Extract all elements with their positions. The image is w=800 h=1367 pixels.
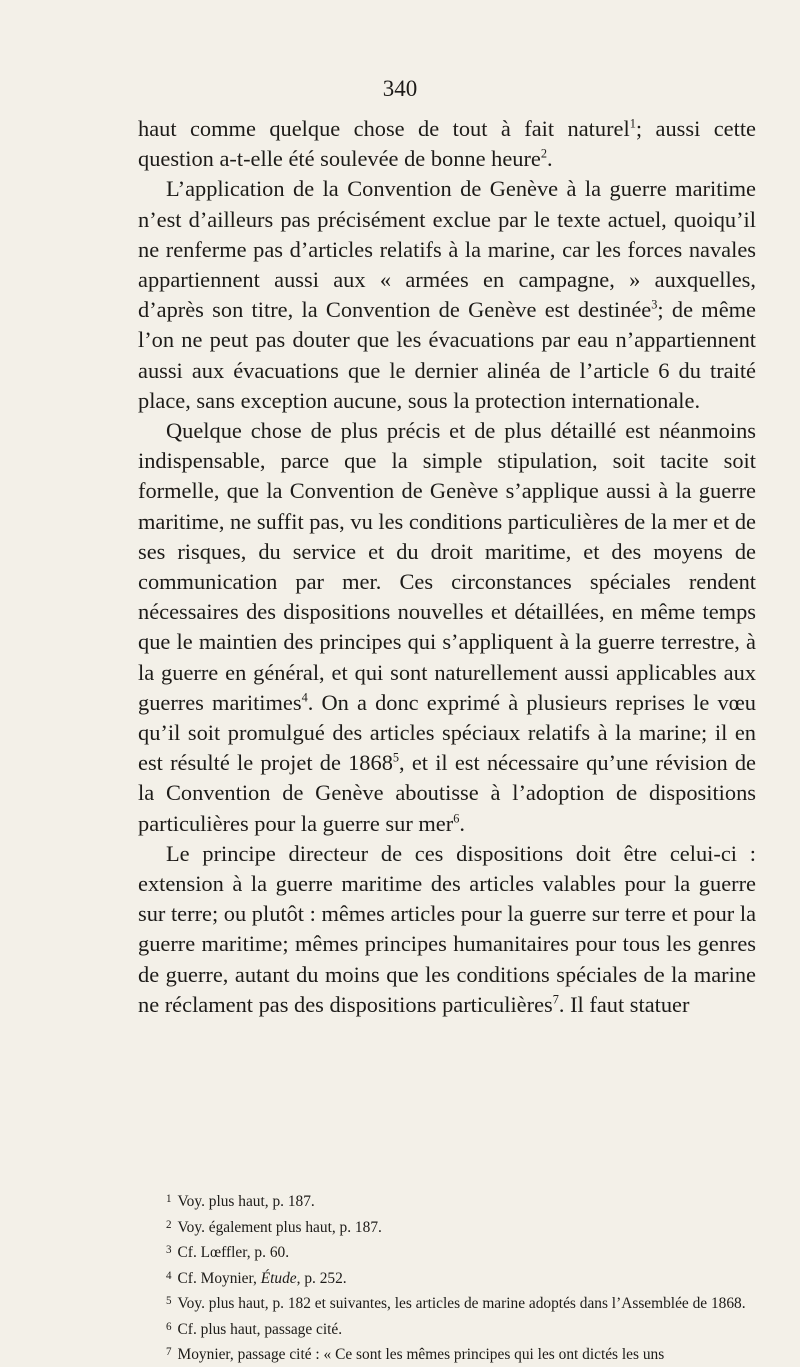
paragraph-1: haut comme quelque chose de tout à fait naturel$^1$; aussi cette question a-t-elle été soulevée de bonne heure$^2$. [138, 116, 756, 172]
footnote: $^4$ Cf. Moynier, Étude, p. 252. [166, 1269, 347, 1287]
paragraph-2: L’application de la Convention de Genève à la guerre maritime n’est d’ailleurs pas précisément exclue par le texte actuel, quoiqu’il ne renferme pas d’articles relatifs à la marine, car les forces navales appartiennent aussi aux « armées en campagne, » auxquelles, d’après son titre, la Convention de Genève est destinée$^3$; de même l’on ne peut pas douter que les évacuations par eau n’appartiennent aussi aux évacuations que le dernier alinéa de l’article 6 du traité place, sans exception aucune, sous la protection internationale. [138, 176, 756, 413]
footnote: $^7$ Moynier, passage cité : « Ce sont les mêmes principes qui les ont dictés les uns [166, 1346, 665, 1364]
footnote-ref-4[interactable]: 4 [301, 690, 308, 705]
paragraph-4: Le principe directeur de ces dispositions doit être celui-ci : extension à la guerre maritime des articles valables pour la guerre sur terre; ou plutôt : mêmes articles pour la guerre sur terre et pour la guerre maritime; mêmes principes humanitaires pour tous les genres de guerre, autant du moins que les conditions spéciales de la marine ne réclament pas des dispositions particulières$^7$. Il faut statuer [138, 840, 757, 1017]
footnote-ref-1[interactable]: 1 [629, 116, 636, 131]
footnote: $^3$ Cf. Lœffler, p. 60. [166, 1244, 290, 1262]
footnote: $^5$ Voy. plus haut, p. 182 et suivantes, les articles de marine adoptés dans l’Assemblée de 1868. [166, 1295, 746, 1313]
page-number: 340 [382, 76, 418, 101]
footnote-ref-6[interactable]: 6 [453, 811, 460, 826]
footnote-ref-7[interactable]: 7 [552, 992, 559, 1007]
footnote: $^6$ Cf. plus haut, passage cité. [166, 1320, 343, 1338]
footnotes [138, 1188, 756, 1367]
footnote-ref-2[interactable]: 2 [540, 146, 548, 161]
footnote: $^1$ Voy. plus haut, p. 187. [166, 1192, 315, 1210]
footnote-ref-5[interactable]: 5 [392, 750, 400, 765]
main-text [138, 114, 756, 1020]
paragraph-3: Quelque chose de plus précis et de plus détaillé est néanmoins indispensable, parce que la simple stipulation, soit tacite soit formelle, que la Convention de Genève s’applique aussi à la guerre maritime, ne suffit pas, vu les conditions particulières de la mer et de ses risques, du service et du droit maritime, et des moyens de communication par mer. Ces circonstances spéciales rendent nécessaires des dispositions nouvelles et détaillées, en même temps que le maintien des principes qui s’appliquent à la guerre terrestre, à la guerre en général, et qui sont naturellement aussi applicables aux guerres maritimes$^4$. On a donc exprimé à plusieurs reprises le vœu qu’il soit promulgué des articles spéciaux relatifs à la marine; il en est résulté le projet de 1868$^5$, et il est nécessaire qu’une révision de la Convention de Genève aboutisse à l’adoption de dispositions particulières pour la guerre sur mer$^6$. [138, 418, 757, 836]
footnote: $^2$ Voy. également plus haut, p. 187. [166, 1218, 382, 1236]
footnote-ref-3[interactable]: 3 [651, 297, 658, 312]
